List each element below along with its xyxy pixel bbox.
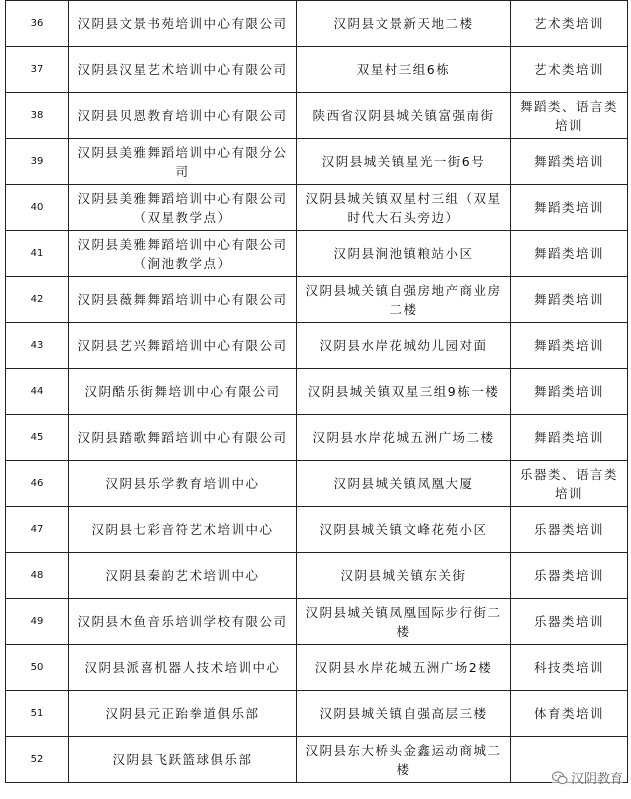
row-number-cell: 43 — [6, 323, 69, 369]
row-number-cell: 45 — [6, 415, 69, 461]
table-row — [6, 691, 628, 737]
category-cell: 舞蹈类培训 — [511, 369, 628, 415]
institution-name-cell: 汉阴县秦韵艺术培训中心 — [69, 553, 297, 599]
row-number-cell: 36 — [6, 1, 69, 47]
address-cell: 汉阴县东大桥头金鑫运动商城二楼 — [297, 737, 511, 783]
row-number-cell: 37 — [6, 47, 69, 93]
address-cell: 汉阴县涧池镇粮站小区 — [297, 231, 511, 277]
category-cell: 科技类培训 — [511, 645, 628, 691]
category-cell: 舞蹈类、语言类培训 — [511, 93, 628, 139]
row-number-cell: 50 — [6, 645, 69, 691]
table-row — [6, 461, 628, 507]
wechat-icon — [552, 771, 568, 785]
table-row — [6, 553, 628, 599]
address-cell: 汉阴县城关镇凤凰大厦 — [297, 461, 511, 507]
table-row — [6, 737, 628, 783]
row-number-cell: 39 — [6, 139, 69, 185]
row-number-cell: 41 — [6, 231, 69, 277]
table-row — [6, 323, 628, 369]
watermark — [552, 768, 623, 787]
address-cell: 汉阴县城关镇自强房地产商业房二楼 — [297, 277, 511, 323]
institution-name-cell: 汉阴县木鱼音乐培训学校有限公司 — [69, 599, 297, 645]
row-number-cell: 44 — [6, 369, 69, 415]
institution-name-cell: 汉阴县乐学教育培训中心 — [69, 461, 297, 507]
category-cell: 舞蹈类培训 — [511, 139, 628, 185]
category-cell: 体育类培训 — [511, 691, 628, 737]
table-body — [6, 1, 628, 783]
address-cell: 汉阴县文景新天地二楼 — [297, 1, 511, 47]
training-institutions-table — [5, 0, 628, 783]
address-cell: 汉阴县水岸花城幼儿园对面 — [297, 323, 511, 369]
table-row — [6, 1, 628, 47]
row-number-cell: 49 — [6, 599, 69, 645]
table-row — [6, 369, 628, 415]
category-cell: 舞蹈类培训 — [511, 231, 628, 277]
category-cell: 舞蹈类培训 — [511, 277, 628, 323]
table-row — [6, 47, 628, 93]
address-cell: 汉阴县城关镇双星三组9栋一楼 — [297, 369, 511, 415]
table-row — [6, 139, 628, 185]
category-cell: 舞蹈类培训 — [511, 415, 628, 461]
address-cell: 汉阴县城关镇东关街 — [297, 553, 511, 599]
institution-name-cell: 汉阴县文景书苑培训中心有限公司 — [69, 1, 297, 47]
table-row — [6, 645, 628, 691]
institution-name-cell: 汉阴县美雅舞蹈培训中心有限公司（涧池教学点） — [69, 231, 297, 277]
address-cell: 汉阴县水岸花城五洲广场二楼 — [297, 415, 511, 461]
category-cell: 乐器类、语言类培训 — [511, 461, 628, 507]
institution-name-cell: 汉阴酷乐街舞培训中心有限公司 — [69, 369, 297, 415]
address-cell: 汉阴县城关镇星光一街6号 — [297, 139, 511, 185]
table-row — [6, 93, 628, 139]
table-row — [6, 507, 628, 553]
category-cell: 舞蹈类培训 — [511, 323, 628, 369]
address-cell: 双星村三组6栋 — [297, 47, 511, 93]
category-cell: 乐器类培训 — [511, 507, 628, 553]
category-cell: 乐器类培训 — [511, 553, 628, 599]
institution-name-cell: 汉阴县艺兴舞蹈培训中心有限公司 — [69, 323, 297, 369]
address-cell: 汉阴县城关镇凤凰国际步行街二楼 — [297, 599, 511, 645]
institution-name-cell: 汉阴县汉星艺术培训中心有限公司 — [69, 47, 297, 93]
address-cell: 陕西省汉阴县城关镇富强南街 — [297, 93, 511, 139]
table-row — [6, 415, 628, 461]
row-number-cell: 52 — [6, 737, 69, 783]
address-cell: 汉阴县城关镇自强高层三楼 — [297, 691, 511, 737]
address-cell: 汉阴县城关镇文峰花苑小区 — [297, 507, 511, 553]
category-cell: 舞蹈类培训 — [511, 185, 628, 231]
table-row — [6, 599, 628, 645]
institution-name-cell: 汉阴县派喜机器人技术培训中心 — [69, 645, 297, 691]
row-number-cell: 42 — [6, 277, 69, 323]
row-number-cell: 38 — [6, 93, 69, 139]
institution-name-cell: 汉阴县飞跃篮球俱乐部 — [69, 737, 297, 783]
institution-name-cell: 汉阴县七彩音符艺术培训中心 — [69, 507, 297, 553]
institution-name-cell: 汉阴县踏歌舞蹈培训中心有限公司 — [69, 415, 297, 461]
category-cell: 艺术类培训 — [511, 1, 628, 47]
address-cell: 汉阴县城关镇双星村三组（双星时代大石头旁边） — [297, 185, 511, 231]
category-cell: 艺术类培训 — [511, 47, 628, 93]
row-number-cell: 40 — [6, 185, 69, 231]
institution-name-cell: 汉阴县薇舞舞蹈培训中心有限公司 — [69, 277, 297, 323]
row-number-cell: 46 — [6, 461, 69, 507]
table-row — [6, 277, 628, 323]
table-row — [6, 185, 628, 231]
row-number-cell: 51 — [6, 691, 69, 737]
institution-name-cell: 汉阴县美雅舞蹈培训中心有限分公司 — [69, 139, 297, 185]
watermark-text: 汉阴教育 — [570, 772, 623, 787]
institution-name-cell: 汉阴县美雅舞蹈培训中心有限公司（双星教学点） — [69, 185, 297, 231]
address-cell: 汉阴县水岸花城五洲广场2楼 — [297, 645, 511, 691]
institution-name-cell: 汉阴县元正跆拳道俱乐部 — [69, 691, 297, 737]
table-row — [6, 231, 628, 277]
row-number-cell: 48 — [6, 553, 69, 599]
institution-name-cell: 汉阴县贝恩教育培训中心有限公司 — [69, 93, 297, 139]
category-cell: 乐器类培训 — [511, 599, 628, 645]
row-number-cell: 47 — [6, 507, 69, 553]
